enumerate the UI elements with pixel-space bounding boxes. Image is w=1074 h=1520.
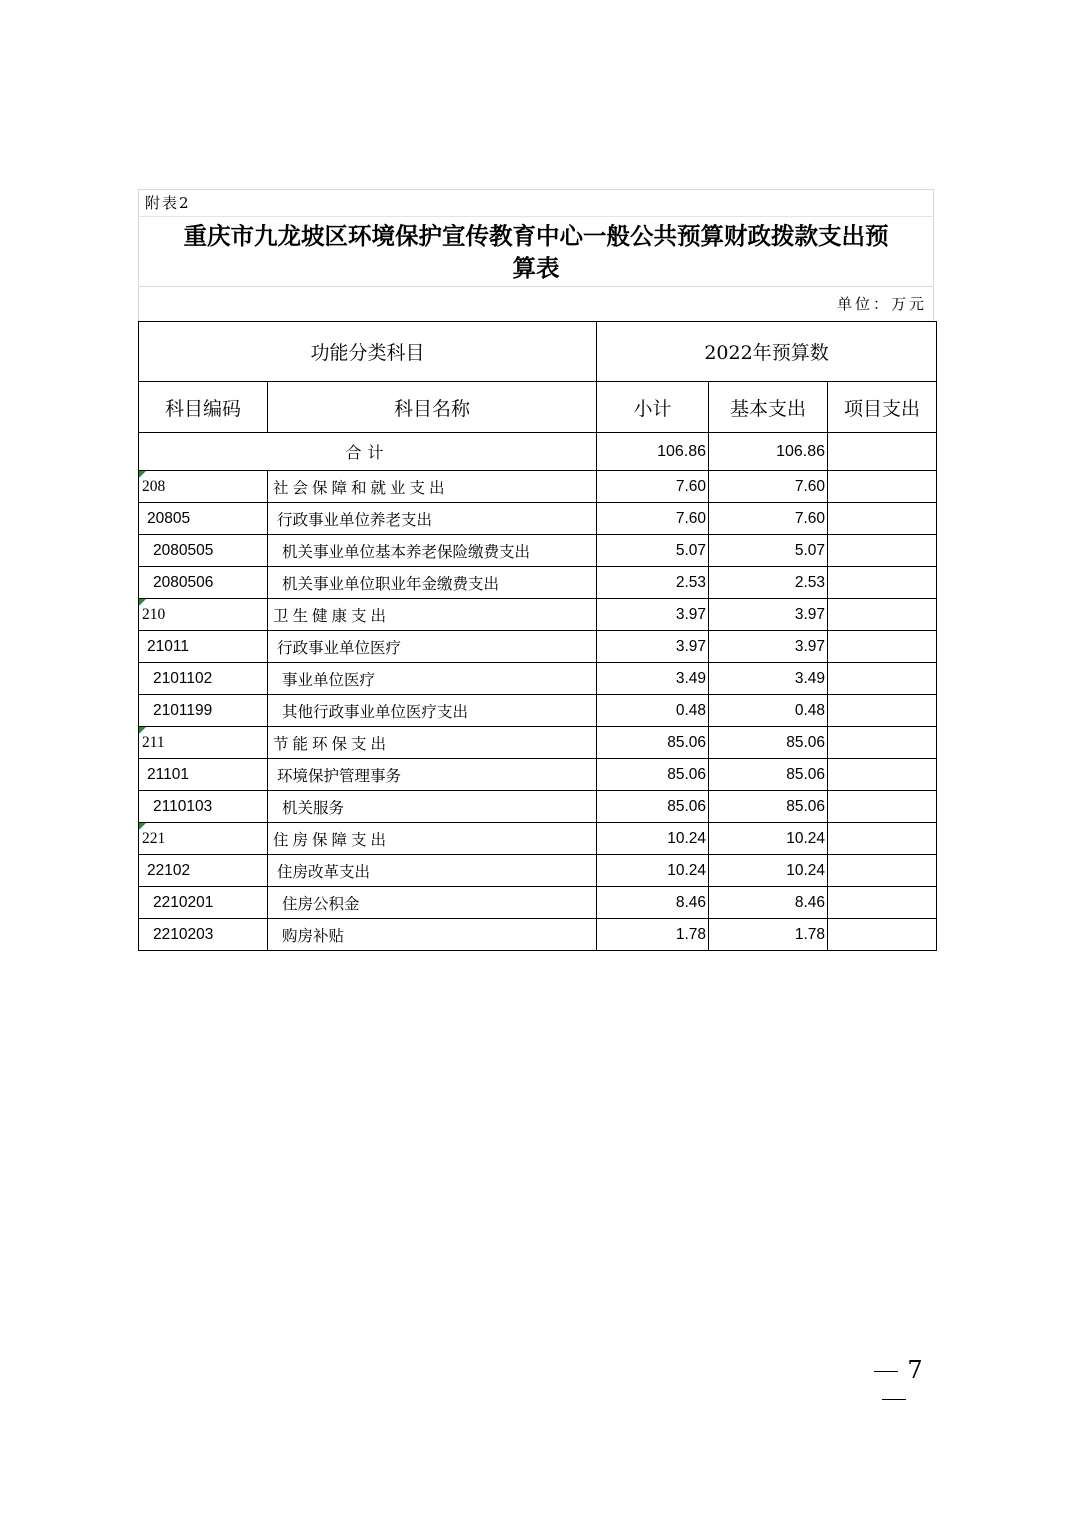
row-basic	[709, 855, 828, 887]
row-basic	[709, 471, 828, 503]
table-row	[139, 471, 937, 503]
row-code	[139, 535, 268, 567]
row-basic-text: 7.60	[794, 509, 826, 527]
row-subtotal	[597, 887, 709, 919]
row-name-text: 机关事业单位基本养老保险缴费支出	[282, 542, 531, 561]
header-basic: 基本支出	[709, 382, 828, 433]
row-code-text: 221	[142, 829, 166, 847]
row-code-text: 210	[142, 605, 166, 623]
table-row	[139, 823, 937, 855]
row-basic-text: 7.60	[794, 477, 826, 495]
row-subtotal	[597, 503, 709, 535]
row-name-text: 住房公积金	[282, 894, 360, 913]
row-subtotal-text: 8.46	[675, 893, 707, 911]
row-name	[268, 599, 597, 631]
table-row	[139, 727, 937, 759]
row-subtotal	[597, 567, 709, 599]
cell-marker-icon	[139, 823, 146, 830]
row-basic-text: 3.97	[794, 637, 826, 655]
row-subtotal-text: 7.60	[675, 509, 707, 527]
cell-marker-icon	[139, 599, 146, 606]
row-name-text: 住房保障支出	[273, 830, 391, 849]
header-functional-category: 功能分类科目	[139, 322, 597, 382]
table-row	[139, 631, 937, 663]
header-row-2	[139, 382, 937, 433]
table-row	[139, 663, 937, 695]
row-basic	[709, 599, 828, 631]
unit-label: 单位：万元	[138, 287, 934, 321]
document-title	[138, 216, 934, 287]
row-project	[828, 727, 937, 759]
row-subtotal	[597, 599, 709, 631]
row-name-text: 其他行政事业单位医疗支出	[282, 702, 469, 721]
row-code	[139, 567, 268, 599]
row-code	[139, 727, 268, 759]
row-basic-text: 3.49	[794, 669, 826, 687]
row-project	[828, 503, 937, 535]
row-name	[268, 535, 597, 567]
row-subtotal-text: 10.24	[667, 861, 707, 879]
row-basic-text: 0.48	[794, 701, 826, 719]
row-subtotal	[597, 727, 709, 759]
row-basic	[709, 535, 828, 567]
row-code	[139, 823, 268, 855]
row-code-text: 2210203	[153, 925, 214, 943]
row-name	[268, 791, 597, 823]
row-basic	[709, 727, 828, 759]
total-project	[828, 433, 937, 471]
row-subtotal	[597, 791, 709, 823]
row-code	[139, 631, 268, 663]
table-row	[139, 535, 937, 567]
row-name-text: 行政事业单位医疗	[277, 638, 402, 657]
row-code-text: 208	[142, 477, 166, 495]
row-subtotal	[597, 535, 709, 567]
header-row-1	[139, 322, 937, 382]
row-project	[828, 631, 937, 663]
row-subtotal	[597, 823, 709, 855]
row-basic-text: 85.06	[786, 765, 826, 783]
row-basic-text: 85.06	[786, 733, 826, 751]
row-project	[828, 567, 937, 599]
row-name	[268, 823, 597, 855]
row-basic-text: 8.46	[794, 893, 826, 911]
header-project: 项目支出	[828, 382, 937, 433]
row-subtotal-text: 3.49	[675, 669, 707, 687]
row-subtotal-text: 85.06	[667, 733, 707, 751]
row-code-text: 211	[142, 733, 165, 751]
row-name	[268, 919, 597, 951]
row-basic	[709, 919, 828, 951]
row-code	[139, 599, 268, 631]
row-subtotal-text: 5.07	[675, 541, 707, 559]
row-subtotal-text: 3.97	[675, 637, 707, 655]
row-basic	[709, 887, 828, 919]
row-subtotal-text: 85.06	[667, 797, 707, 815]
table-row	[139, 759, 937, 791]
row-basic-text: 1.78	[794, 925, 826, 943]
row-project	[828, 471, 937, 503]
total-subtotal: 106.86	[597, 433, 709, 471]
row-subtotal	[597, 919, 709, 951]
row-name	[268, 855, 597, 887]
row-subtotal-text: 2.53	[675, 573, 707, 591]
row-name	[268, 695, 597, 727]
row-subtotal-text: 7.60	[675, 477, 707, 495]
row-name-text: 卫生健康支出	[273, 606, 391, 625]
header-subtotal: 小计	[597, 382, 709, 433]
row-name-text: 购房补贴	[282, 926, 345, 945]
row-code	[139, 663, 268, 695]
row-project	[828, 855, 937, 887]
row-basic	[709, 503, 828, 535]
row-name	[268, 567, 597, 599]
page-number-value: 7	[907, 1356, 923, 1384]
row-code	[139, 855, 268, 887]
row-name-text: 机关服务	[282, 798, 345, 817]
row-code-text: 20805	[147, 509, 191, 527]
title-line-2: 算表	[512, 254, 560, 282]
table-row	[139, 503, 937, 535]
row-name-text: 机关事业单位职业年金缴费支出	[282, 574, 500, 593]
row-code-text: 2210201	[153, 893, 214, 911]
row-code-text: 2101199	[153, 701, 213, 719]
row-code	[139, 919, 268, 951]
row-code-text: 2101102	[153, 669, 213, 687]
row-subtotal	[597, 471, 709, 503]
cell-marker-icon	[139, 727, 146, 734]
row-subtotal-text: 3.97	[675, 605, 707, 623]
row-basic	[709, 567, 828, 599]
row-project	[828, 599, 937, 631]
table-row	[139, 919, 937, 951]
row-subtotal	[597, 663, 709, 695]
row-project	[828, 919, 937, 951]
row-code	[139, 471, 268, 503]
row-code	[139, 503, 268, 535]
header-budget-year: 2022年预算数	[597, 322, 937, 382]
row-subtotal	[597, 695, 709, 727]
row-basic	[709, 663, 828, 695]
row-basic-text: 2.53	[794, 573, 826, 591]
table-row	[139, 695, 937, 727]
row-project	[828, 535, 937, 567]
budget-table	[138, 321, 937, 951]
appendix-label: 附表2	[138, 189, 934, 216]
row-project	[828, 663, 937, 695]
row-subtotal	[597, 855, 709, 887]
row-name-text: 住房改革支出	[277, 862, 371, 881]
dash-left	[874, 1371, 898, 1373]
row-basic-text: 85.06	[786, 797, 826, 815]
row-code-text: 2080506	[153, 573, 214, 591]
row-code-text: 21101	[147, 765, 189, 783]
row-code-text: 2080505	[153, 541, 214, 559]
row-basic-text: 10.24	[786, 861, 826, 879]
row-code-text: 21011	[147, 637, 189, 655]
title-line-1: 重庆市九龙坡区环境保护宣传教育中心一般公共预算财政拨款支出预	[183, 222, 889, 250]
table-row	[139, 567, 937, 599]
row-basic	[709, 695, 828, 727]
row-name-text: 环境保护管理事务	[277, 766, 402, 785]
row-name-text: 行政事业单位养老支出	[277, 510, 433, 529]
row-basic	[709, 759, 828, 791]
row-basic-text: 10.24	[786, 829, 826, 847]
row-code	[139, 887, 268, 919]
dash-right	[882, 1399, 906, 1401]
row-code-text: 22102	[147, 861, 191, 879]
cell-marker-icon	[139, 471, 146, 478]
total-basic: 106.86	[709, 433, 828, 471]
row-subtotal	[597, 759, 709, 791]
row-name	[268, 663, 597, 695]
table-row	[139, 791, 937, 823]
row-name-text: 社会保障和就业支出	[273, 478, 449, 497]
table-row	[139, 599, 937, 631]
row-name	[268, 503, 597, 535]
table-row	[139, 887, 937, 919]
total-label: 合计	[139, 433, 597, 471]
row-basic-text: 5.07	[794, 541, 826, 559]
row-subtotal-text: 10.24	[667, 829, 707, 847]
header-code: 科目编码	[139, 382, 268, 433]
row-basic-text: 3.97	[794, 605, 826, 623]
row-code	[139, 695, 268, 727]
row-name-text: 节能环保支出	[273, 734, 391, 753]
row-subtotal-text: 85.06	[667, 765, 707, 783]
row-project	[828, 695, 937, 727]
page-number	[846, 1356, 942, 1412]
row-project	[828, 823, 937, 855]
row-subtotal-text: 0.48	[675, 701, 707, 719]
table-row	[139, 855, 937, 887]
row-name	[268, 727, 597, 759]
header-name: 科目名称	[268, 382, 597, 433]
row-name	[268, 631, 597, 663]
row-basic	[709, 631, 828, 663]
row-subtotal-text: 1.78	[675, 925, 707, 943]
row-name-text: 事业单位医疗	[282, 670, 376, 689]
row-project	[828, 759, 937, 791]
row-project	[828, 887, 937, 919]
row-name	[268, 887, 597, 919]
row-code-text: 2110103	[153, 797, 213, 815]
row-name	[268, 471, 597, 503]
row-code	[139, 791, 268, 823]
total-row	[139, 433, 937, 471]
row-code	[139, 759, 268, 791]
row-basic	[709, 791, 828, 823]
row-project	[828, 791, 937, 823]
row-subtotal	[597, 631, 709, 663]
row-name	[268, 759, 597, 791]
row-basic	[709, 823, 828, 855]
